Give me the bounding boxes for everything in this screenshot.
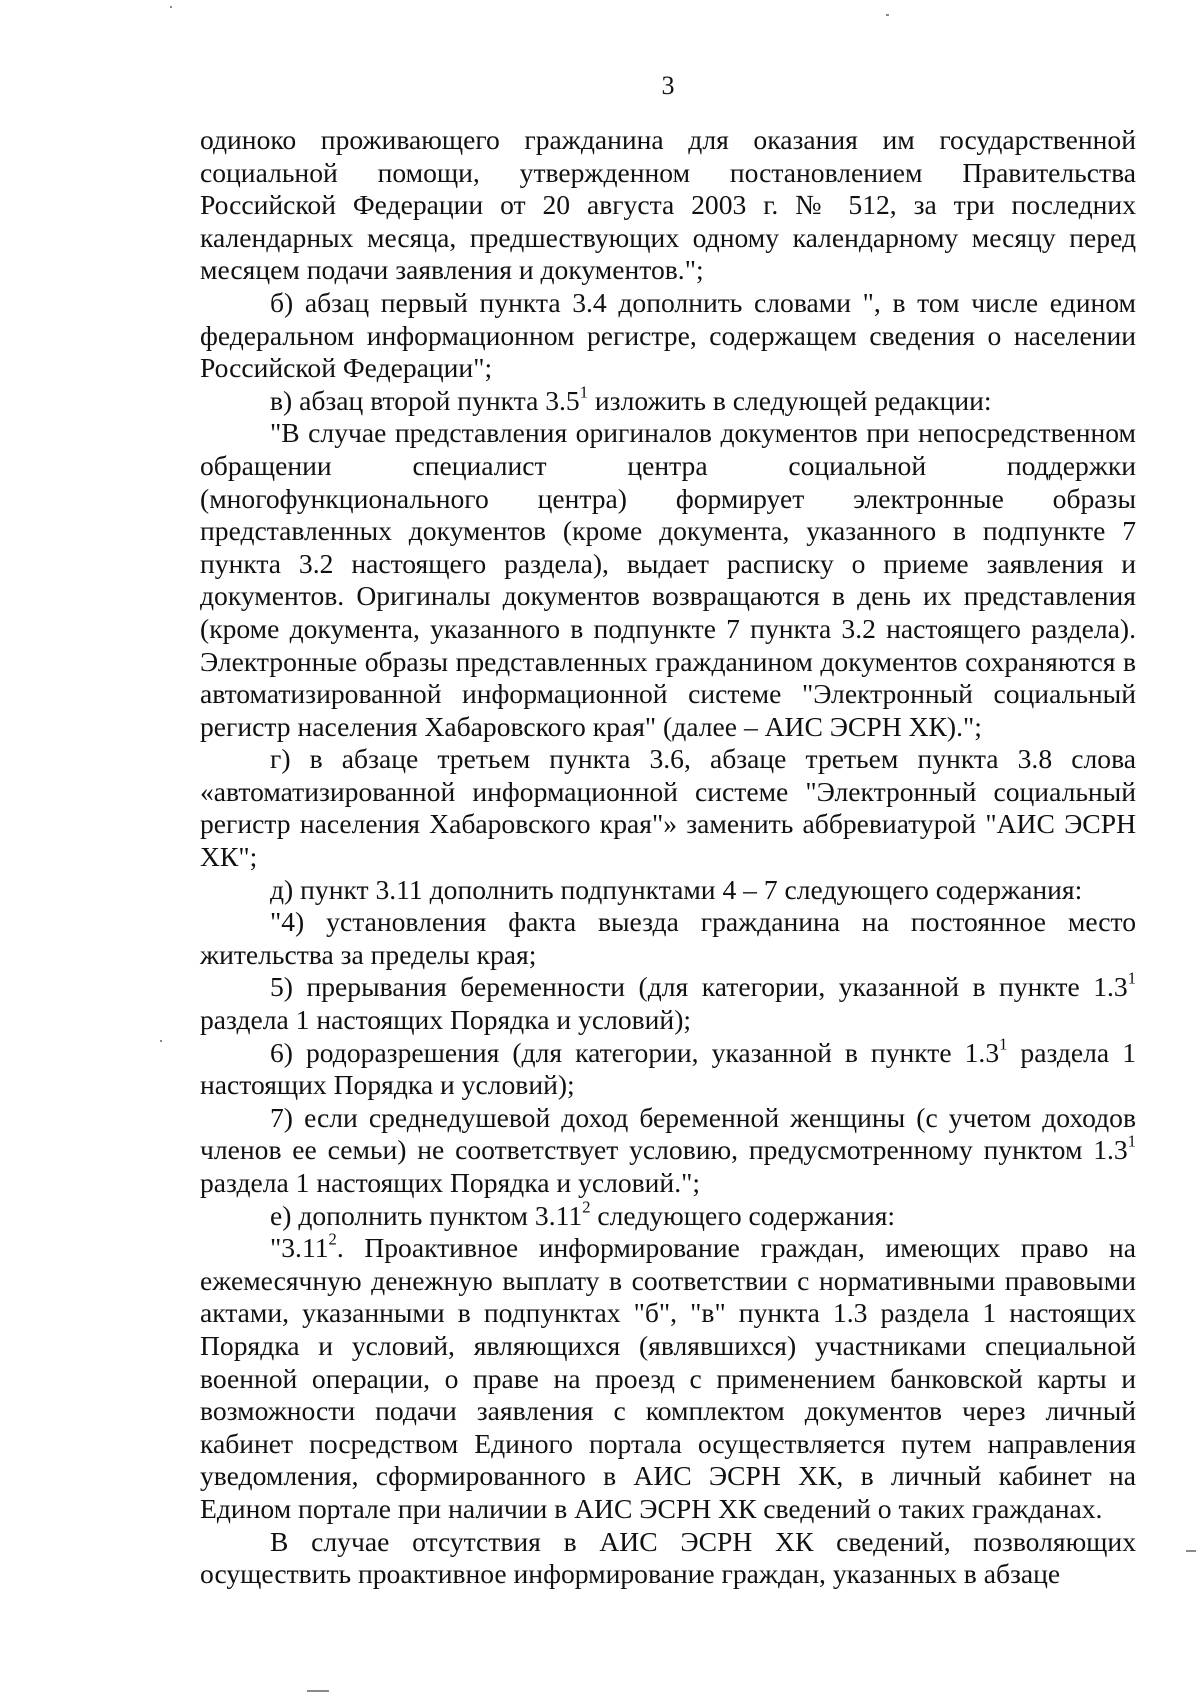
paragraph-text: одиноко проживающего гражданина для оказания им государственной социальной помощи, утвержденном постановлением Правительства Российской Федерации от 20 августа 2003 г. № 512, за три последних календарных месяца, предшествующих одному календарному месяцу перед месяцем подачи заявления и документов.";: [200, 124, 1136, 286]
paragraph: [200, 971, 1136, 1036]
superscript: 1: [1127, 1132, 1136, 1151]
paragraph: [200, 124, 1136, 287]
scan-speck: [160, 1040, 162, 1042]
document-body: [200, 124, 1136, 1591]
paragraph-text: г) в абзаце третьем пункта 3.6, абзаце третьем пункта 3.8 слова «автоматизированной информационной системе "Электронный социальный регистр населения Хабаровского края"» заменить аббревиатурой "АИС ЭСРН ХК";: [200, 743, 1136, 873]
paragraph-text: "В случае представления оригиналов документов при непосредственном обращении специалист центра социальной поддержки (многофункционального центра) формирует электронные образы представленных документов (кроме документа, указанного в подпункте 7 пункта 3.2 настоящего раздела), выдает расписку о приеме заявления и документов. Оригиналы документов возвращаются в день их представления (кроме документа, указанного в подпункте 7 пункта 3.2 настоящего раздела). Электронные образы представленных гражданином документов сохраняются в автоматизированной информационной системе "Электронный социальный регистр населения Хабаровского края" (далее – АИС ЭСРН ХК).";: [200, 417, 1136, 742]
scan-speck: [886, 14, 889, 16]
paragraph: [200, 417, 1136, 743]
paragraph-text: изложить в следующей редакции:: [588, 384, 992, 416]
scan-speck: [307, 1690, 329, 1692]
paragraph: [200, 1229, 1136, 1525]
superscript: 1: [999, 1034, 1008, 1054]
page-number: 3: [661, 71, 675, 100]
paragraph: [200, 1034, 1136, 1102]
paragraph-text: раздела 1 настоящих Порядка и условий);: [200, 1036, 1136, 1101]
paragraph-text: 7) если среднедушевой доход беременной женщины (с учетом доходов членов ее семьи) не соответствует условию, предусмотренному пунктом 1.3: [200, 1101, 1136, 1166]
paragraph-text: раздела 1 настоящих Порядка и условий);: [200, 1004, 692, 1036]
paragraph: [200, 906, 1136, 971]
paragraph-text: е) дополнить пунктом 3.11: [270, 1199, 583, 1231]
paragraph-text: в) абзац второй пункта 3.5: [270, 384, 580, 416]
paragraph-text: б) абзац первый пункта 3.4 дополнить словами ", в том числе едином федеральном информационном регистре, содержащем сведения о населении Российской Федерации";: [200, 286, 1136, 384]
paragraph-text: следующего содержания:: [590, 1199, 896, 1231]
superscript: 1: [579, 382, 588, 402]
superscript: 1: [1127, 969, 1136, 989]
paragraph-text: "4) установления факта выезда гражданина на постоянное место жительства за пределы края;: [200, 906, 1136, 970]
superscript: 2: [328, 1229, 337, 1249]
paragraph: [200, 743, 1136, 873]
paragraph-text: 6) родоразрешения (для категории, указанной в пункте 1.3: [270, 1036, 1000, 1068]
paragraph-text: раздела 1 настоящих Порядка и условий.";: [200, 1167, 701, 1198]
scan-speck: [1186, 1550, 1196, 1552]
paragraph: [200, 874, 1136, 907]
paragraph-text: д) пункт 3.11 дополнить подпунктами 4 – 7 следующего содержания:: [270, 873, 1083, 905]
scan-speck: [170, 6, 172, 8]
superscript: 2: [582, 1197, 591, 1217]
paragraph: [200, 287, 1136, 385]
paragraph-text: "3.11: [270, 1232, 329, 1264]
paragraph-text: 5) прерывания беременности (для категории, указанной в пункте 1.3: [270, 971, 1128, 1003]
paragraph: [200, 1197, 1136, 1233]
paragraph: [200, 1102, 1136, 1200]
paragraph: [200, 382, 1136, 418]
paragraph: [200, 1526, 1136, 1591]
paragraph-text: В случае отсутствия в АИС ЭСРН ХК сведений, позволяющих осуществить проактивное информирование граждан, указанных в абзаце: [200, 1525, 1136, 1590]
paragraph-text: . Проактивное информирование граждан, имеющих право на ежемесячную денежную выплату в соответствии с нормативными правовыми актами, указанными в подпунктах "б", "в" пункта 1.3 раздела 1 настоящих Порядка и условий, являющихся (являвшихся) участниками специальной военной операции, о праве на проезд с применением банковской карты и возможности подачи заявления с комплектом документов через личный кабинет посредством Единого портала осуществляется путем направления уведомления, сформированного в АИС ЭСРН ХК, в личный кабинет на Едином портале при наличии в АИС ЭСРН ХК сведений о таких гражданах.: [200, 1232, 1136, 1524]
